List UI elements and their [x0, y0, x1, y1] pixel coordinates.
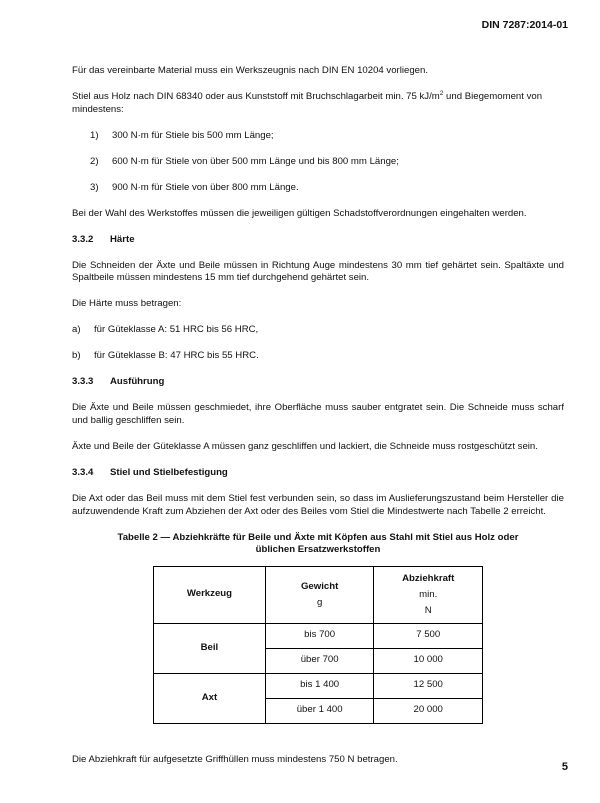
cell-weight: bis 700 [265, 623, 374, 648]
page-content [72, 65, 564, 780]
paragraph-pollutants: Bei der Wahl des Werkstoffes müssen die jeweiligen gültigen Schadstoffverordnungen eingehalten werden. [72, 207, 527, 219]
header-force-name: Abziehkraft [402, 572, 455, 584]
paragraph-certificate: Für das vereinbarte Material muss ein Werkszeugnis nach DIN EN 10204 vorliegen. [72, 65, 429, 76]
table-caption-line: Tabelle 2 — Abziehkräfte für Beile und Äxte mit Köpfen aus Stahl mit Stiel aus Holz oder [117, 531, 519, 543]
list-text: für Güteklasse A: 51 HRC bis 56 HRC, [94, 324, 259, 336]
cell-weight: über 1 400 [265, 698, 374, 723]
list-number: 2) [90, 155, 99, 167]
cell-tool: Beil [154, 623, 266, 673]
cell-tool: Axt [154, 673, 266, 723]
table-row [154, 673, 483, 698]
paragraph-handle-text: Stiel aus Holz nach DIN 68340 oder aus Kunststoff mit Bruchschlagarbeit min. 75 kJ/m [72, 90, 440, 102]
section-heading-3-3-2 [72, 234, 564, 247]
cell-force: 12 500 [374, 673, 483, 698]
section-number: 3.3.3 [72, 376, 94, 388]
header-weight-unit: g [316, 596, 323, 608]
hardness-list [72, 324, 564, 363]
list-text: 900 N·m für Stiele von über 800 mm Länge. [112, 181, 299, 193]
cell-force: 7 500 [374, 623, 483, 648]
header-force-sub: min. [419, 588, 438, 600]
table-header-row [154, 566, 483, 623]
list-letter: b) [72, 350, 81, 362]
superscript: 2 [439, 89, 444, 97]
list-number: 1) [90, 129, 99, 141]
cell-force: 10 000 [374, 648, 483, 673]
list-text: für Güteklasse B: 47 HRC bis 55 HRC. [94, 350, 259, 362]
list-letter: a) [72, 324, 81, 336]
cell-weight: bis 1 400 [265, 673, 374, 698]
paragraph-grip-sleeve: Die Abziehkraft für aufgesetzte Griffhüllen muss mindestens 750 N betragen. [72, 753, 398, 765]
pull-off-force-table [153, 566, 483, 724]
section-title: Ausführung [110, 376, 165, 388]
cell-weight: über 700 [265, 648, 374, 673]
paragraph-handle-text-end: und Biegemoment von mindestens: [72, 90, 543, 115]
paragraph-forging: Die Äxte und Beile müssen geschmiedet, ihre Oberfläche muss sauber entgratet sein. Die Schneide muss scharf und ballig geschliffen sein. [72, 402, 564, 427]
header-tool: Werkzeug [154, 566, 266, 623]
section-heading-3-3-3 [72, 376, 564, 389]
list-item [90, 182, 564, 195]
section-title: Stiel und Stielbefestigung [110, 466, 228, 478]
list-item [72, 324, 564, 337]
paragraph-handle [72, 91, 564, 117]
table-caption-line: üblichen Ersatzwerkstoffen [255, 544, 381, 556]
standard-identifier: DIN 7287:2014-01 [481, 19, 568, 31]
paragraph-hardening: Die Schneiden der Äxte und Beile müssen in Richtung Auge mindestens 30 mm tief gehärtet sein. Spaltäxte und Spaltbeile müssen mindestens 15 mm tief durchgehend gehärtet sein. [72, 259, 564, 284]
list-item [72, 350, 564, 363]
list-number: 3) [90, 181, 99, 193]
header-weight-name: Gewicht [300, 580, 339, 592]
section-heading-3-3-4 [72, 467, 564, 480]
header-weight [265, 566, 374, 623]
cell-force: 20 000 [374, 698, 483, 723]
list-text: 300 N·m für Stiele bis 500 mm Länge; [112, 129, 274, 141]
list-item [90, 130, 564, 143]
page-number: 5 [561, 761, 568, 774]
header-force [374, 566, 483, 623]
section-number: 3.3.2 [72, 233, 94, 245]
table-caption [72, 532, 564, 557]
moment-list [72, 130, 564, 195]
list-text: 600 N·m für Stiele von über 500 mm Länge und bis 800 mm Länge; [112, 155, 399, 167]
header-force-unit: N [424, 604, 432, 616]
table-row [154, 623, 483, 648]
section-title: Härte [110, 233, 135, 245]
paragraph-hardness-intro: Die Härte muss betragen: [72, 298, 182, 310]
section-number: 3.3.4 [72, 466, 94, 478]
paragraph-class-a: Äxte und Beile der Güteklasse A müssen ganz geschliffen und lackiert, die Schneide muss rostgeschützt sein. [72, 441, 538, 452]
paragraph-handle-fixing: Die Axt oder das Beil muss mit dem Stiel fest verbunden sein, so dass im Auslieferungszustand beim Hersteller die aufzuwendende Kraft zum Abziehen der Axt oder des Beiles vom Stiel die Mindestwerte nach Tabelle 2 erreicht. [72, 492, 564, 517]
list-item [90, 156, 564, 169]
